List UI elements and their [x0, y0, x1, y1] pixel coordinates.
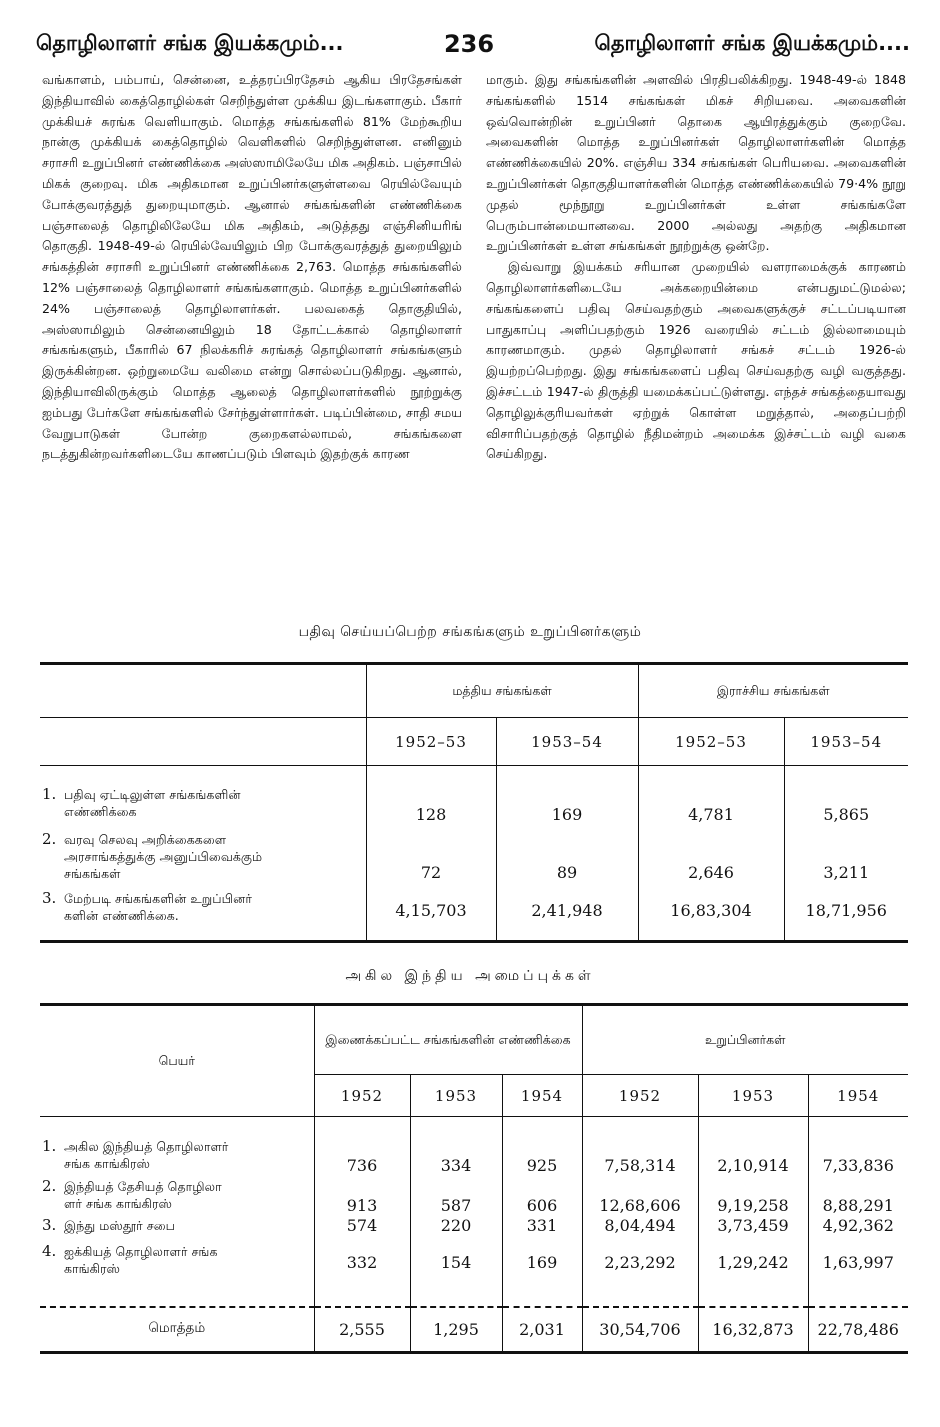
table-row	[40, 824, 908, 882]
table2-cell: 8,88,291	[808, 1175, 908, 1215]
table1-year: 1953–54	[496, 718, 638, 766]
table1-cell: 2,41,948	[496, 882, 638, 942]
right-column-paragraph-1: மாகும். இது சங்கங்களின் அளவில் பிரதிபலிக்கிறது. 1948-49-ல் 1848 சங்கங்களில் 1514 சங்கங்கள் மிகச் சிறியவை. அவைகளின் ஒவ்வொன்றின் உறுப்பினர் தொகை ஆயிரத்துக்கும் குறைவே. அவைகளின் மொத்த உறுப்பினர்கள் தொழிலாளர்களின் மொத்த எண்ணிக்கையில் 20%. எஞ்சிய 334 சங்கங்கள் பெரியவை. அவைகளின் உறுப்பினர்கள் தொகுதியாளர்களின் மொத்த எண்ணிக்கையில் 79·4% நூறு முதல் மூந்நூறு உறுப்பினர்கள் உள்ள சங்கங்களே பெரும்பான்மையானவை. 2000 அல்லது அதற்கு அதிகமான உறுப்பினர்கள் உள்ள சங்கங்கள் நூற்றுக்கு ஒன்றே.	[486, 72, 906, 254]
table2-cell: 606	[502, 1175, 582, 1215]
running-title-right: தொழிலாளர் சங்க இயக்கமும்....	[594, 30, 910, 55]
table1-blank-corner	[40, 664, 366, 718]
table1-cell: 4,781	[638, 782, 784, 824]
table-row	[40, 1175, 908, 1215]
table2-cell: 331	[502, 1215, 582, 1237]
body-text	[42, 70, 906, 610]
table2-year: 1953	[698, 1075, 808, 1117]
table-row	[40, 1135, 908, 1175]
table2-cell: 736	[314, 1135, 410, 1175]
table2-total-label: மொத்தம்	[40, 1307, 314, 1353]
left-column	[42, 70, 462, 610]
table2-year: 1952	[582, 1075, 698, 1117]
table1-caption: பதிவு செய்யப்பெற்ற சங்கங்களும் உறுப்பினர்களும்	[298, 624, 642, 640]
table1-cell: 5,865	[784, 782, 908, 824]
table1-year: 1952–53	[638, 718, 784, 766]
table2-cell: 334	[410, 1135, 502, 1175]
table2-cell: 7,33,836	[808, 1135, 908, 1175]
table1-group-header-state: இராச்சிய சங்கங்கள்	[638, 664, 908, 718]
table1-row-label: 1. பதிவு ஏட்டிலுள்ள சங்கங்களின் எண்ணிக்கை	[42, 784, 241, 819]
table2-cell: 8,04,494	[582, 1215, 698, 1237]
table2-cell: 220	[410, 1215, 502, 1237]
table2-total-cell: 1,295	[410, 1307, 502, 1353]
table2-total-cell: 2,555	[314, 1307, 410, 1353]
table1-row-label: 2. வரவு செலவு அறிக்கைகளை அரசாங்கத்துக்கு அனுப்பிவைக்கும் சங்கங்கள்	[42, 829, 263, 881]
table2-cell: 4,92,362	[808, 1215, 908, 1237]
right-column-paragraph-2: இவ்வாறு இயக்கம் சரியான முறையில் வளராமைக்குக் காரணம் தொழிலாளர்களிடையே அக்கறையின்மை என்பதுமட்டுமல்ல; சங்கங்களைப் பதிவு செய்வதற்கும் அவைகளுக்குச் சட்டப்படியான பாதுகாப்பு அளிப்பதற்கும் 1926 வரையில் சட்டம் இல்லாமையும் காரணமாகும். முதல் தொழிலாளர் சங்கச் சட்டம் 1926-ல் இயற்றப்பெற்றது. இது சங்கங்களைப் பதிவு செய்வதற்கு வழி வகுத்தது. இச்சட்டம் 1947-ல் திருத்தி யமைக்கப்பட்டுள்ளது. எந்தச் சங்கத்தையாவது தொழிலுக்குரியவர்கள் ஏற்றுக் கொள்ள மறுத்தால், அதைப்பற்றி விசாரிப்பதற்குத் தொழில் நீதிமன்றம் அமைக்க இச்சட்டம் வழி வகை செய்கிறது.	[486, 259, 906, 462]
table1-cell: 16,83,304	[638, 882, 784, 942]
page-number: 236	[443, 30, 495, 58]
table2-cell: 2,10,914	[698, 1135, 808, 1175]
table2-total-row	[40, 1307, 908, 1353]
table2-cell: 913	[314, 1175, 410, 1215]
table2-year: 1954	[808, 1075, 908, 1117]
table2-cell: 587	[410, 1175, 502, 1215]
table1-cell: 89	[496, 824, 638, 882]
table2-cell: 154	[410, 1237, 502, 1289]
left-column-text: வங்காளம், பம்பாய், சென்னை, உத்தரப்பிரதேசம் ஆகிய பிரதேசங்கள் இந்தியாவில் கைத்தொழில்கள் செறிந்துள்ள முக்கிய இடங்களாகும். பீகார் முக்கியச் சுரங்க வெளியாகும். மொத்த சங்கங்களில் 81% மேற்கூறிய நான்கு முக்கியக் கைத்தொழில் வெளிகளில் செறிந்துள்ளன. எனினும் சராசரி உறுப்பினர் எண்ணிக்கை அஸ்ஸாமிலேயே மிக அதிகம். பஞ்சாபில் மிகக் குறைவு. மிக அதிகமான உறுப்பினர்களுள்ளவை ரெயில்வேயும் போக்குவரத்துத் துறையுமாகும். ஆனால் சங்கங்களின் எண்ணிக்கை பஞ்சாலைத் தொழிலிலேயே மிக அதிகம், அடுத்தது எஞ்சினியரிங் தொகுதி. 1948-49-ல் ரெயில்வேயிலும் பிற போக்குவரத்துத் துறையிலும் சங்கத்தின் சராசரி உறுப்பினர் எண்ணிக்கை 2,763. மொத்த சங்கங்களில் 12% பஞ்சாலைத் தொழிலாளர் சங்கங்களாகும். மொத்த உறுப்பினர்களில் 24% பஞ்சாலைத் தொழிலாளர்கள். பலவகைத் தொகுதியில், அஸ்ஸாமிலும் சென்னையிலும் 18 தோட்டக்கால் தொழிலாளர் சங்கங்களும், பீகாரில் 67 நிலக்கரிச் சுரங்கத் தொழிலாளர் சங்கங்களும் இருக்கின்றன. ஒற்றுமையே வலிமை என்று சொல்லப்படுகிறது. ஆனால், இந்தியாவிலிருக்கும் மொத்த ஆலைத் தொழிலாளர்களில் நூற்றுக்கு ஐம்பது பேர்களே சங்கங்களில் சேர்ந்துள்ளார்கள். படிப்பின்மை, சாதி சமய வேறுபாடுகள் போன்ற குறைகளல்லாமல், சங்கங்களை நடத்துகின்றவர்களிடையே காணப்படும் பிளவும் இதற்குக் காரண	[42, 72, 462, 462]
running-title-left: தொழிலாளர் சங்க இயக்கமும்...	[36, 30, 344, 55]
table2-row-label: 1. அகில இந்தியத் தொழிலாளர் சங்க காங்கிரஸ்	[42, 1136, 229, 1171]
table1-group-header-central: மத்திய சங்கங்கள்	[366, 664, 638, 718]
table2-name-header: பெயர்	[40, 1005, 314, 1117]
table2-year: 1952	[314, 1075, 410, 1117]
table1-blank-corner-2	[40, 718, 366, 766]
table1-cell: 72	[366, 824, 496, 882]
table1-row-label: 3. மேற்படி சங்கங்களின் உறுப்பினர் களின் எண்ணிக்கை.	[42, 888, 252, 923]
table2-cell: 9,19,258	[698, 1175, 808, 1215]
table1-cell: 128	[366, 782, 496, 824]
page-header	[36, 22, 910, 66]
table-row	[40, 1215, 908, 1237]
table2-cell: 574	[314, 1215, 410, 1237]
table1-cell: 2,646	[638, 824, 784, 882]
table2-cell: 3,73,459	[698, 1215, 808, 1237]
table2-group-header-unions: இணைக்கப்பட்ட சங்கங்களின் எண்ணிக்கை	[314, 1005, 582, 1075]
table2-total-cell: 22,78,486	[808, 1307, 908, 1353]
table2-year: 1954	[502, 1075, 582, 1117]
registered-unions-table	[40, 662, 908, 943]
table-row	[40, 782, 908, 824]
table2-cell: 1,63,997	[808, 1237, 908, 1289]
table1-year: 1952–53	[366, 718, 496, 766]
table2-cell: 12,68,606	[582, 1175, 698, 1215]
table1-cell: 18,71,956	[784, 882, 908, 942]
table2-cell: 925	[502, 1135, 582, 1175]
table1-cell: 4,15,703	[366, 882, 496, 942]
table2-row-label: 2. இந்தியத் தேசியத் தொழிலா ளர் சங்க காங்கிரஸ்	[42, 1176, 222, 1211]
table2-total-cell: 30,54,706	[582, 1307, 698, 1353]
table2-caption: அகில இந்திய அமைப்புக்கள்	[345, 968, 595, 984]
all-india-organisations-table	[40, 1003, 908, 1354]
table2-row-label: 3. இந்து மஸ்தூர் சபை	[42, 1216, 176, 1234]
table2-row-label: 4. ஐக்கியத் தொழிலாளர் சங்க காங்கிரஸ்	[42, 1241, 218, 1276]
table1-year: 1953–54	[784, 718, 908, 766]
table2-total-cell: 16,32,873	[698, 1307, 808, 1353]
table2-group-header-members: உறுப்பினர்கள்	[582, 1005, 908, 1075]
table2-cell: 169	[502, 1237, 582, 1289]
table2-cell: 2,23,292	[582, 1237, 698, 1289]
table2-total-cell: 2,031	[502, 1307, 582, 1353]
table1-cell: 3,211	[784, 824, 908, 882]
table-row	[40, 1237, 908, 1289]
table-row	[40, 882, 908, 942]
table2-cell: 1,29,242	[698, 1237, 808, 1289]
right-column	[486, 70, 906, 610]
table1-cell: 169	[496, 782, 638, 824]
table2-cell: 7,58,314	[582, 1135, 698, 1175]
table2-cell: 332	[314, 1237, 410, 1289]
table2-year: 1953	[410, 1075, 502, 1117]
